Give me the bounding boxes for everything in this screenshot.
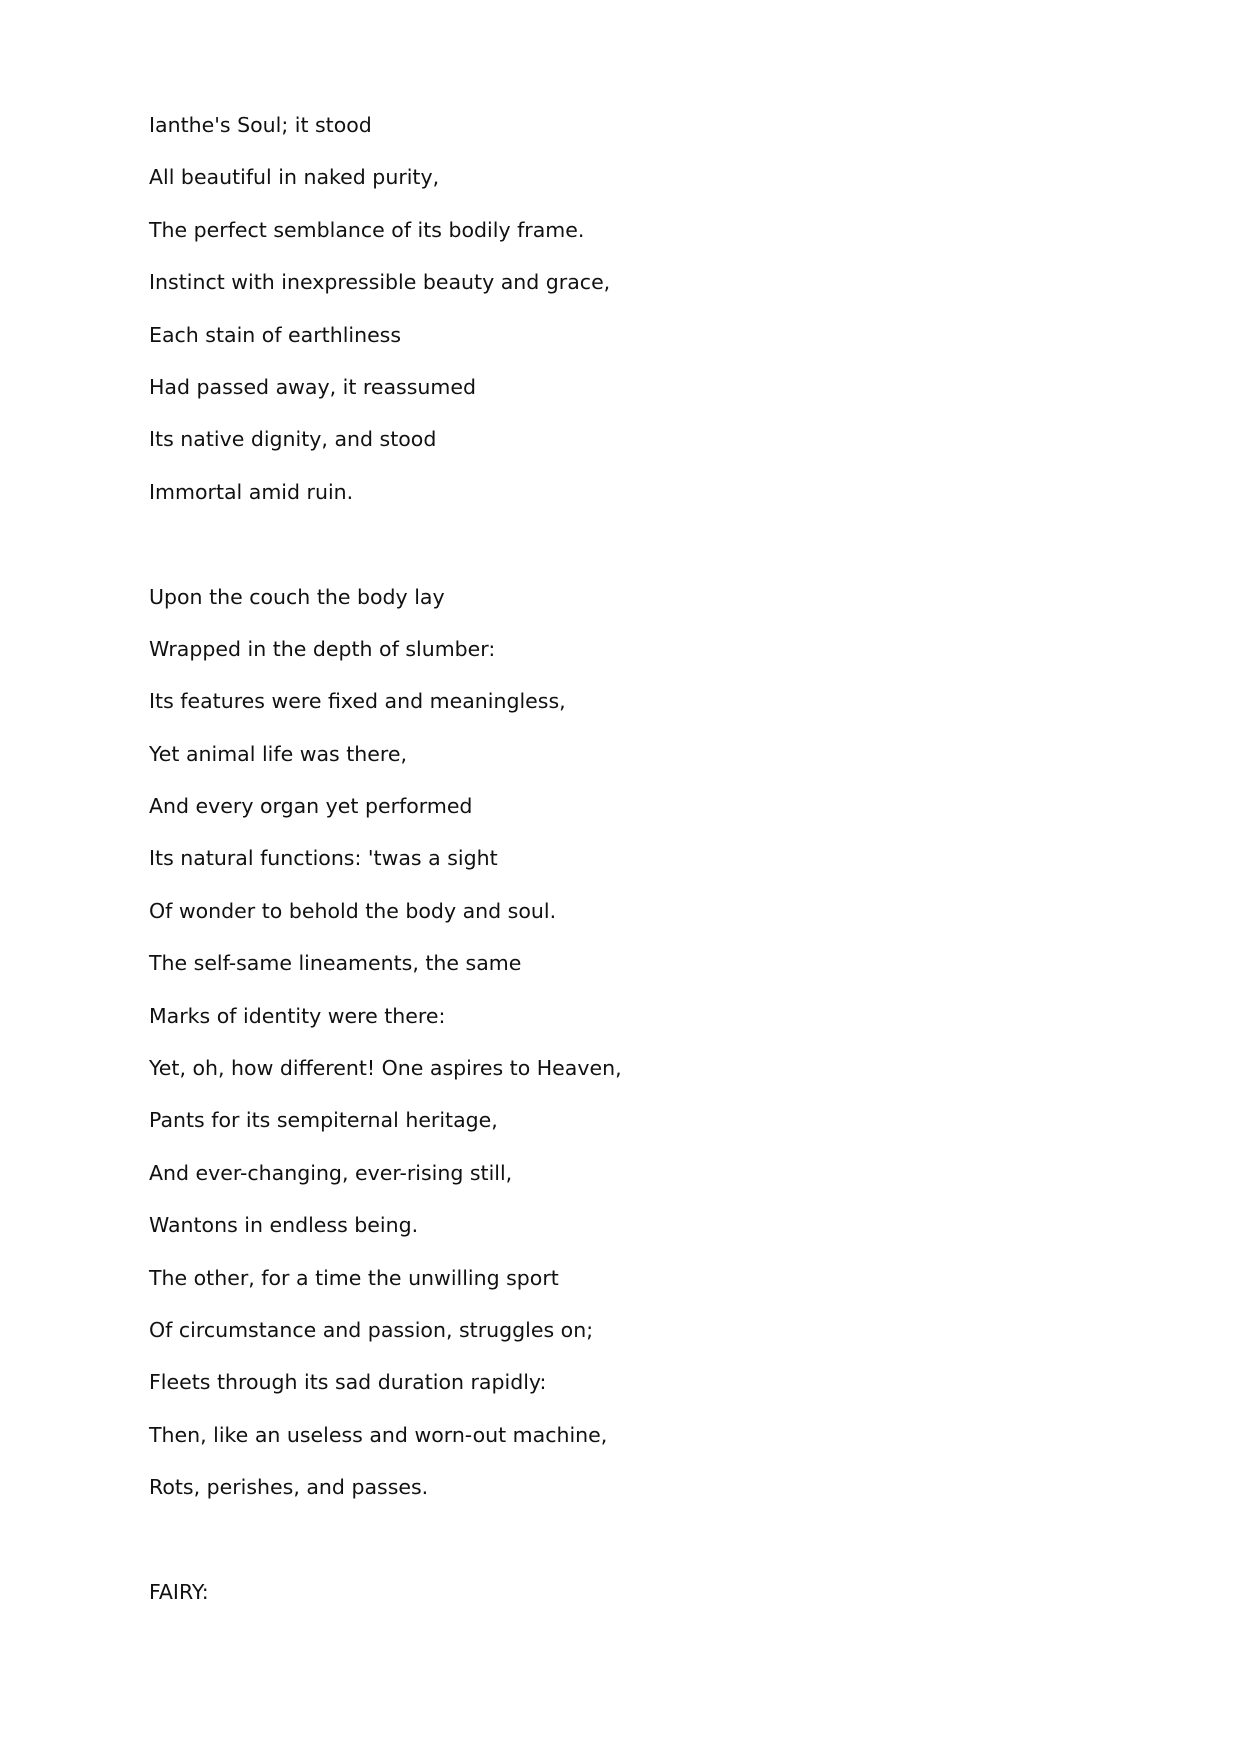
poem-line: Ianthe's Soul; it stood [149, 113, 372, 137]
poem-line: Of circumstance and passion, struggles on; [149, 1317, 594, 1342]
poem-line: Pants for its sempiternal heritage, [149, 1108, 498, 1133]
poem-text [149, 110, 1149, 1629]
poem-line: Then, like an useless and worn-out machine, [149, 1422, 608, 1447]
stanza-2 [149, 582, 1149, 1525]
poem-line: Fleets through its sad duration rapidly: [149, 1370, 547, 1395]
stanza-1 [149, 110, 1149, 529]
poem-line: Its features were fixed and meaningless, [149, 689, 566, 714]
poem-line: Wantons in endless being. [149, 1213, 419, 1238]
speaker-label: FAIRY: [149, 1579, 209, 1604]
poem-line: Upon the couch the body lay [149, 584, 445, 609]
poem-line: And every organ yet performed [149, 794, 473, 819]
poem-line: Marks of identity were there: [149, 1003, 446, 1028]
stanza-break [149, 1525, 1149, 1577]
poem-line: Instinct with inexpressible beauty and grace, [149, 270, 611, 295]
poem-line: Wrapped in the depth of slumber: [149, 636, 496, 661]
poem-line: Yet animal life was there, [149, 741, 407, 766]
poem-line: Its native dignity, and stood [149, 427, 437, 452]
poem-line: Had passed away, it reassumed [149, 374, 476, 399]
poem-line: Rots, perishes, and passes. [149, 1475, 429, 1500]
poem-line: Its natural functions: 'twas a sight [149, 846, 498, 871]
poem-line: All beautiful in naked purity, [149, 165, 440, 190]
poem-line: The other, for a time the unwilling sport [149, 1265, 559, 1290]
poem-line: The self-same lineaments, the same [149, 951, 522, 976]
poem-line: And ever-changing, ever-rising still, [149, 1160, 513, 1185]
poem-line: Yet, oh, how different! One aspires to Heaven, [149, 1056, 622, 1081]
stanza-break [149, 529, 1149, 581]
poem-line: Each stain of earthliness [149, 322, 402, 347]
poem-line: Of wonder to behold the body and soul. [149, 898, 557, 923]
poem-line: Immortal amid ruin. [149, 479, 354, 504]
poem-line: The perfect semblance of its bodily frame. [149, 217, 585, 242]
